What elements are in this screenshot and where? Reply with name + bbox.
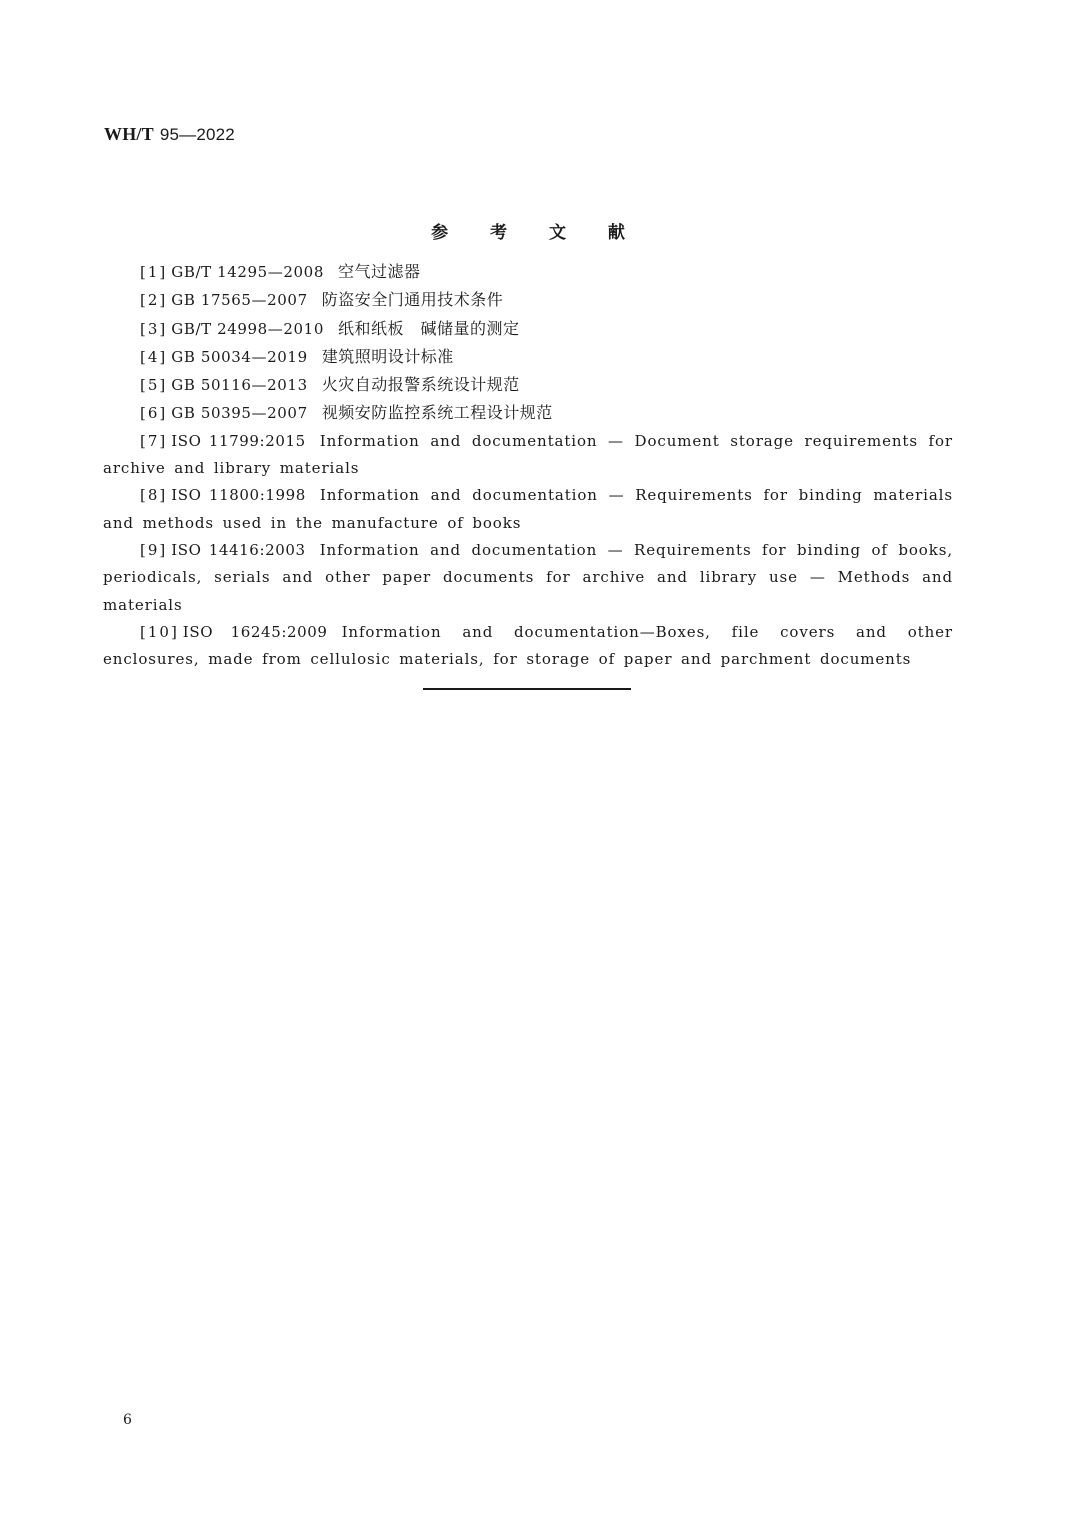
- reference-code: GB 50034—2019: [171, 347, 308, 366]
- reference-code: GB 50395—2007: [171, 404, 308, 423]
- reference-title: Information and documentation — Requirements for binding materials and methods used in the manufacture of books: [103, 486, 953, 532]
- reference-item: [103, 315, 953, 343]
- reference-item: [103, 399, 953, 427]
- reference-title: Information and documentation — Requirements for binding of books, periodicals, serials and other paper documents for archive and library use — Methods and materials: [103, 540, 953, 614]
- document-header: [104, 124, 235, 145]
- reference-item: [103, 371, 953, 399]
- reference-title: 防盗安全门通用技术条件: [321, 290, 504, 310]
- reference-code: GB 17565—2007: [171, 291, 308, 310]
- reference-number: [4]: [140, 347, 168, 366]
- standard-prefix: WH/T: [104, 124, 154, 144]
- reference-code: ISO 11800:1998: [171, 486, 306, 505]
- section-title: 参 考 文 献: [431, 223, 643, 243]
- reference-title: 视频安防监控系统工程设计规范: [321, 403, 553, 423]
- reference-item: [103, 286, 953, 314]
- reference-title: Information and documentation — Document storage requirements for archive and library materials: [103, 431, 953, 478]
- reference-number: [3]: [140, 319, 168, 338]
- reference-number: [7]: [140, 431, 168, 450]
- reference-code: GB/T 14295—2008: [171, 263, 324, 281]
- reference-item: [103, 482, 953, 537]
- reference-item: [103, 428, 953, 483]
- reference-item: [103, 343, 953, 371]
- standard-number: 95—2022: [159, 125, 235, 144]
- reference-code: ISO 16245:2009: [182, 622, 328, 641]
- reference-number: [1]: [140, 263, 168, 281]
- reference-title: 火灾自动报警系统设计规范: [321, 375, 520, 395]
- reference-list: [103, 258, 953, 673]
- reference-item: [103, 619, 953, 674]
- reference-title: 空气过滤器: [337, 262, 421, 281]
- reference-code: ISO 11799:2015: [171, 431, 306, 450]
- reference-number: [5]: [140, 376, 168, 395]
- reference-code: ISO 14416:2003: [171, 540, 306, 559]
- reference-code: GB 50116—2013: [171, 376, 308, 395]
- page-number: 6: [123, 1412, 132, 1428]
- reference-number: [10]: [140, 622, 179, 641]
- reference-number: [6]: [140, 404, 168, 423]
- reference-number: [8]: [140, 486, 168, 505]
- reference-title: Information and documentation—Boxes, file covers and other enclosures, made from cellulosic materials, for storage of paper and parchment documents: [103, 622, 953, 669]
- end-of-document-rule: [423, 688, 631, 690]
- reference-item: [103, 537, 953, 619]
- reference-number: [2]: [140, 291, 168, 310]
- reference-item: [103, 258, 953, 286]
- reference-title: 建筑照明设计标准: [321, 346, 454, 366]
- reference-number: [9]: [140, 540, 168, 559]
- reference-code: GB/T 24998—2010: [171, 319, 324, 338]
- reference-title: 纸和纸板 碱储量的测定: [337, 318, 520, 338]
